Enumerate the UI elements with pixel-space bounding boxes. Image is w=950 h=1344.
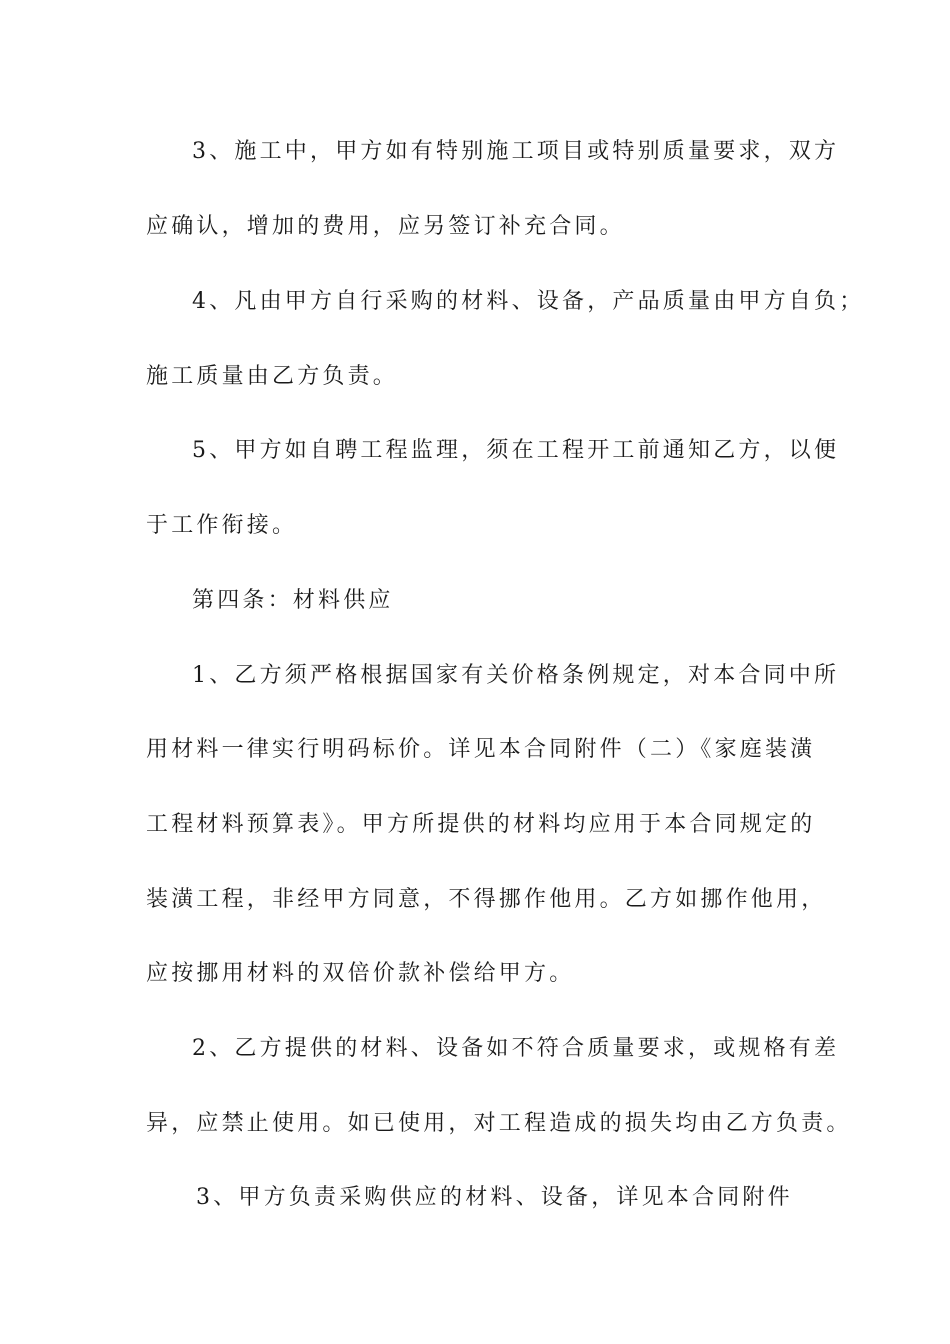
paragraph-line: 工程材料预算表》。甲方所提供的材料均应用于本合同规定的 xyxy=(146,812,816,837)
paragraph-line: 异，应禁止使用。如已使用，对工程造成的损失均由乙方负责。 xyxy=(146,1111,852,1136)
paragraph-line: 2、乙方提供的材料、设备如不符合质量要求，或规格有差 xyxy=(192,1036,840,1061)
paragraph-line: 3、甲方负责采购供应的材料、设备，详见本合同附件 xyxy=(196,1185,793,1210)
paragraph-line: 于工作衔接。 xyxy=(146,513,298,538)
paragraph-line: 应确认，增加的费用，应另签订补充合同。 xyxy=(146,214,625,239)
paragraph-line: 用材料一律实行明码标价。详见本合同附件（二）《家庭装潢 xyxy=(146,737,816,762)
section-heading: 第四条：材料供应 xyxy=(192,588,394,613)
paragraph-line: 应按挪用材料的双倍价款补偿给甲方。 xyxy=(146,961,575,986)
paragraph-line: 装潢工程，非经甲方同意，不得挪作他用。乙方如挪作他用， xyxy=(146,887,827,912)
paragraph-line: 4、凡由甲方自行采购的材料、设备，产品质量由甲方自负； xyxy=(192,289,865,314)
paragraph-line: 1、乙方须严格根据国家有关价格条例规定，对本合同中所 xyxy=(192,663,840,688)
paragraph-line: 3、施工中，甲方如有特别施工项目或特别质量要求，双方 xyxy=(192,139,840,164)
paragraph-line: 5、甲方如自聘工程监理，须在工程开工前通知乙方，以便 xyxy=(192,438,840,463)
paragraph-line: 施工质量由乙方负责。 xyxy=(146,364,399,389)
